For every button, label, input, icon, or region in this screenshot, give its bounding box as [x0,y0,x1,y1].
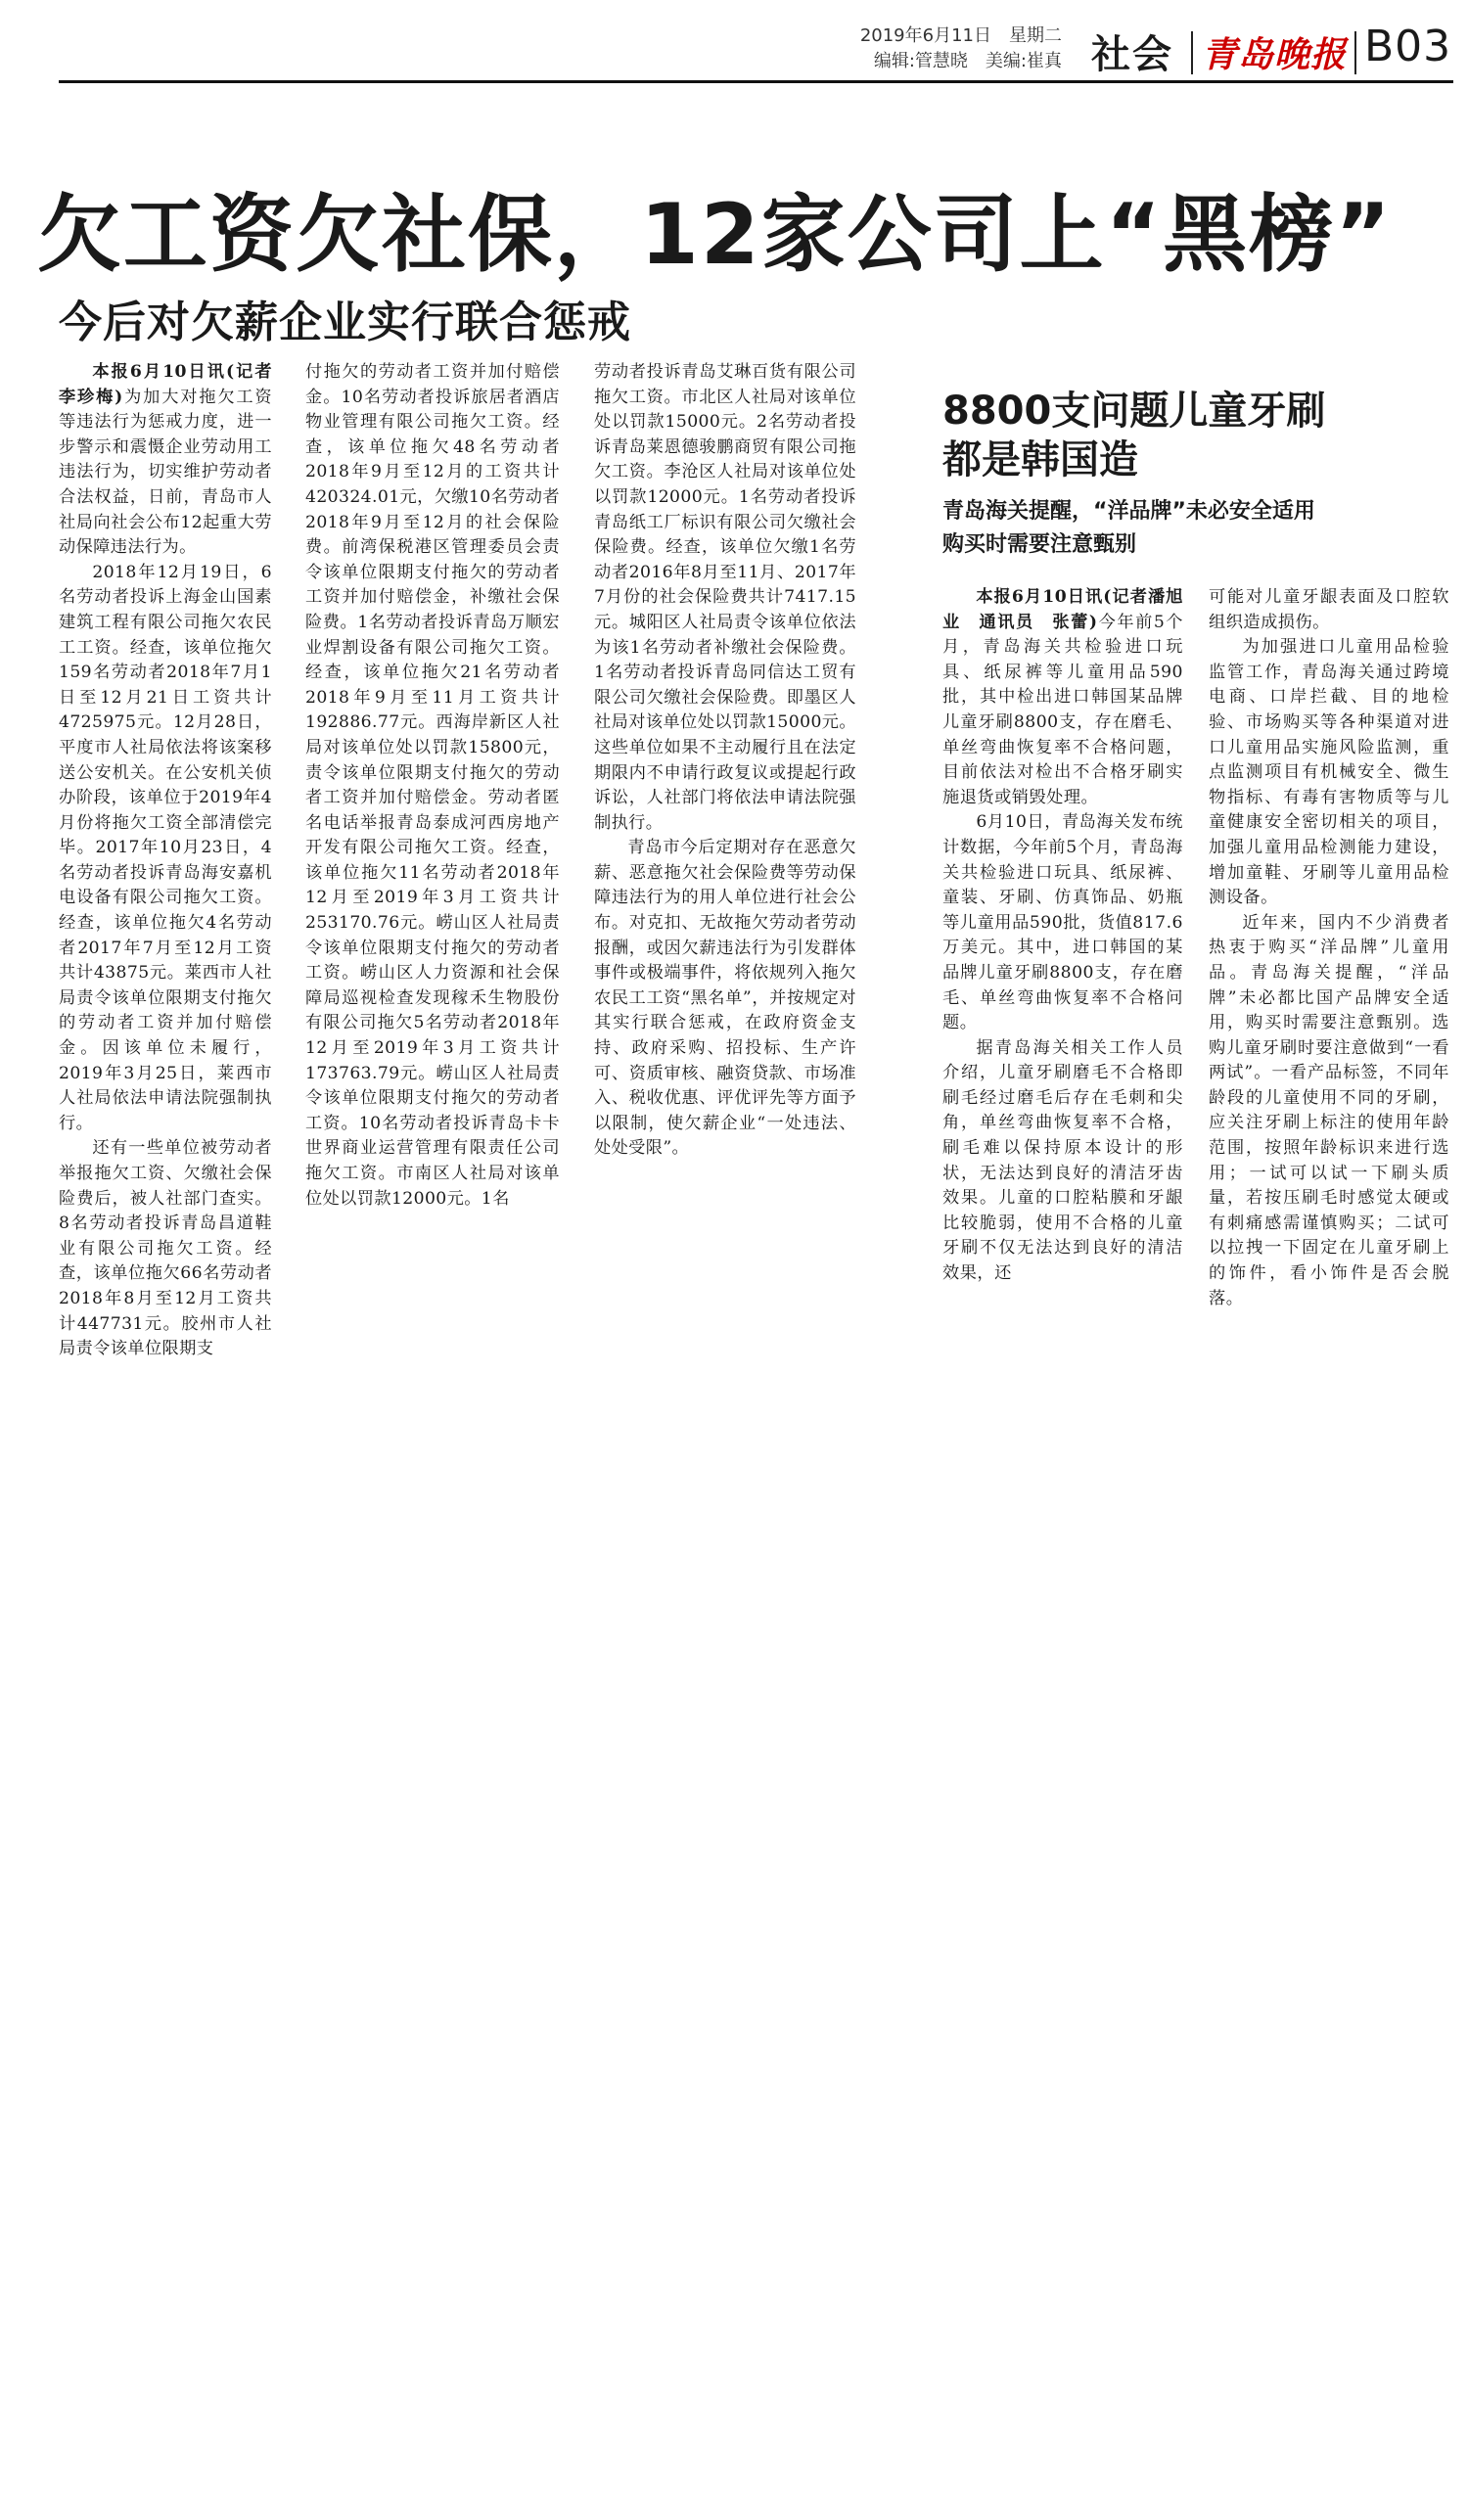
main-article-column-1 [59,360,272,1362]
header-meta [860,23,1062,74]
article-paragraph: 为加大对拖欠工资等违法行为惩戒力度，进一步警示和震慑企业劳动用工违法行为，切实维护劳动者合法权益，日前，青岛市人社局向社会公布12起重大劳动保障违法行为。 [59,387,273,558]
header-divider [1354,31,1356,74]
side-article-lead: 本报6月10日讯(记者潘旭业 通讯员 张蕾) [942,587,1183,632]
side-headline-line: 8800支问题儿童牙刷 [942,389,1326,434]
article-lead: 本报6月10日讯(记者李珍梅) [59,362,272,407]
article-paragraph: 劳动者投诉青岛艾琳百货有限公司拖欠工资。市北区人社局对该单位处以罚款15000元。2名劳动者投诉青岛莱恩德骏鹏商贸有限公司拖欠工资。李沧区人社局对该单位处以罚款12000元。1名劳动者投诉青岛纸工厂标识有限公司欠缴社会保险费。经查，该单位欠缴1名劳动者2016年8月至11月、2017年7月份的社会保险费共计7417.15元。城阳区人社局责令该单位依法为该1名劳动者补缴社会保险费。1名劳动者投诉青岛同信达工贸有限公司欠缴社会保险费。即墨区人社局对该单位处以罚款15000元。这些单位如果不主动履行且在法定期限内不申请行政复议或提起行政诉讼，人社部门将依法申请法院强制执行。 [594,362,856,833]
side-subheadline-line: 购买时需要注意甄别 [942,532,1137,557]
side-headline [942,387,1325,484]
main-article-column-2 [305,360,560,1212]
newspaper-logo: 青岛晚报 [1202,34,1348,75]
side-subheadline-line: 青岛海关提醒，“洋品牌”未必安全适用 [942,499,1315,524]
article-paragraph: 为加强进口儿童用品检验监管工作，青岛海关通过跨境电商、口岸拦截、目的地检验、市场购买等各种渠道对进口儿童用品实施风险监测，重点监测项目有机械安全、微生物指标、有毒有害物质等与儿童健康安全密切相关的项目，加强儿童用品检测能力建设，增加童鞋、牙刷等儿童用品检测设备。 [1209,637,1449,908]
main-subheadline: 今后对欠薪企业实行联合惩戒 [59,298,631,347]
article-paragraph: 可能对儿童牙龈表面及口腔软组织造成损伤。 [1209,587,1449,632]
section-name: 社会 [1091,32,1173,77]
article-paragraph: 近年来，国内不少消费者热衷于购买“洋品牌”儿童用品。青岛海关提醒，“洋品牌”未必都比国产品牌安全适用，购买时需要注意甄别。选购儿童牙刷时要注意做到“一看两试”。一看产品标签，不同年龄段的儿童使用不同的牙刷，应关注牙刷上标注的使用年龄范围，按照年龄标识来进行选用；一试可以试一下刷头质量，若按压刷毛时感觉太硬或有刺痛感需谨慎购买；二试可以拉拽一下固定在儿童牙刷上的饰件，看小饰件是否会脱落。 [1209,912,1449,1308]
editor-credits: 编辑:管慧晓 美编:崔真 [873,51,1062,71]
article-paragraph: 2018年12月19日，6名劳动者投诉上海金山国素建筑工程有限公司拖欠农民工工资。经查，该单位拖欠159名劳动者2018年7月1日至12月21日工资共计4725975元。12月28日，平度市人社局依法将该案移送公安机关。在公安机关侦办阶段，该单位于2019年4月份将拖欠工资全部清偿完毕。2017年10月23日，4名劳动者投诉青岛海安嘉机电设备有限公司拖欠工资。经查，该单位拖欠4名劳动者2017年7月至12月工资共计43875元。莱西市人社局责令该单位限期支付拖欠的劳动者工资并加付赔偿金。因该单位未履行，2019年3月25日，莱西市人社局依法申请法院强制执行。 [59,562,272,1133]
side-headline-line: 都是韩国造 [942,437,1138,482]
header-divider [1191,31,1193,74]
main-headline: 欠工资欠社保，12家公司上“黑榜” [37,186,1393,284]
main-article-column-3 [594,360,856,1162]
article-paragraph: 付拖欠的劳动者工资并加付赔偿金。10名劳动者投诉旅居者酒店物业管理有限公司拖欠工资。经查，该单位拖欠48名劳动者2018年9月至12月的工资共计420324.01元，欠缴10名劳动者2018年9月至12月的社会保险费。前湾保税港区管理委员会责令该单位限期支付拖欠的劳动者工资并加付赔偿金，补缴社会保险费。1名劳动者投诉青岛万顺宏业焊割设备有限公司拖欠工资。经查，该单位拖欠21名劳动者2018年9月至11月工资共计192886.77元。西海岸新区人社局对该单位处以罚款15800元，责令该单位限期支付拖欠的劳动者工资并加付赔偿金。劳动者匿名电话举报青岛泰成河西房地产开发有限公司拖欠工资。经查，该单位拖欠11名劳动者2018年12月至2019年3月工资共计253170.76元。崂山区人社局责令该单位限期支付拖欠的劳动者工资。崂山区人力资源和社会保障局巡视检查发现稼禾生物股份有限公司拖欠5名劳动者2018年12月至2019年3月工资共计173763.79元。崂山区人社局责令该单位限期支付拖欠的劳动者工资。10名劳动者投诉青岛卡卡世界商业运营管理有限责任公司拖欠工资。市南区人社局对该单位处以罚款12000元。1名 [305,362,560,1209]
side-subheadline [942,495,1315,562]
header-rule [59,80,1453,83]
side-article-column-1 [942,585,1183,1287]
article-paragraph: 青岛市今后定期对存在恶意欠薪、恶意拖欠社会保险费等劳动保障违法行为的用人单位进行社会公布。对克扣、无故拖欠劳动者劳动报酬，或因欠薪违法行为引发群体事件或极端事件，将依规列入拖欠农民工工资“黑名单”，并按规定对其实行联合惩戒，在政府资金支持、政府采购、招投标、生产许可、资质审核、融资贷款、市场准入、税收优惠、评优评先等方面予以限制，使欠薪企业“一处违法、处处受限”。 [594,838,856,1159]
article-paragraph: 还有一些单位被劳动者举报拖欠工资、欠缴社会保险费后，被人社部门查实。8名劳动者投诉青岛昌道鞋业有限公司拖欠工资。经查，该单位拖欠66名劳动者2018年8月至12月工资共计447731元。胶州市人社局责令该单位限期支 [59,1138,272,1359]
article-paragraph: 据青岛海关相关工作人员介绍，儿童牙刷磨毛不合格即刷毛经过磨毛后存在毛刺和尖角，单丝弯曲恢复率不合格，刷毛难以保持原本设计的形状，无法达到良好的清洁牙齿效果。儿童的口腔粘膜和牙龈比较脆弱，使用不合格的儿童牙刷不仅无法达到良好的清洁效果，还 [942,1037,1183,1284]
page-header [0,18,1468,78]
article-paragraph: 6月10日，青岛海关发布统计数据，今年前5个月，青岛海关共检验进口玩具、纸尿裤、童装、牙刷、仿真饰品、奶瓶等儿童用品590批，货值817.6万美元。其中，进口韩国的某品牌儿童牙刷8800支，存在磨毛、单丝弯曲恢复率不合格问题。 [942,812,1183,1033]
issue-date: 2019年6月11日 星期二 [859,25,1062,46]
article-paragraph: 今年前5个月，青岛海关共检验进口玩具、纸尿裤等儿童用品590批，其中检出进口韩国某品牌儿童牙刷8800支，存在磨毛、单丝弯曲恢复率不合格问题，目前依法对检出不合格牙刷实施退货或销毁处理。 [942,612,1183,807]
side-article-column-2 [1209,585,1449,1311]
page-number: B03 [1364,22,1452,71]
